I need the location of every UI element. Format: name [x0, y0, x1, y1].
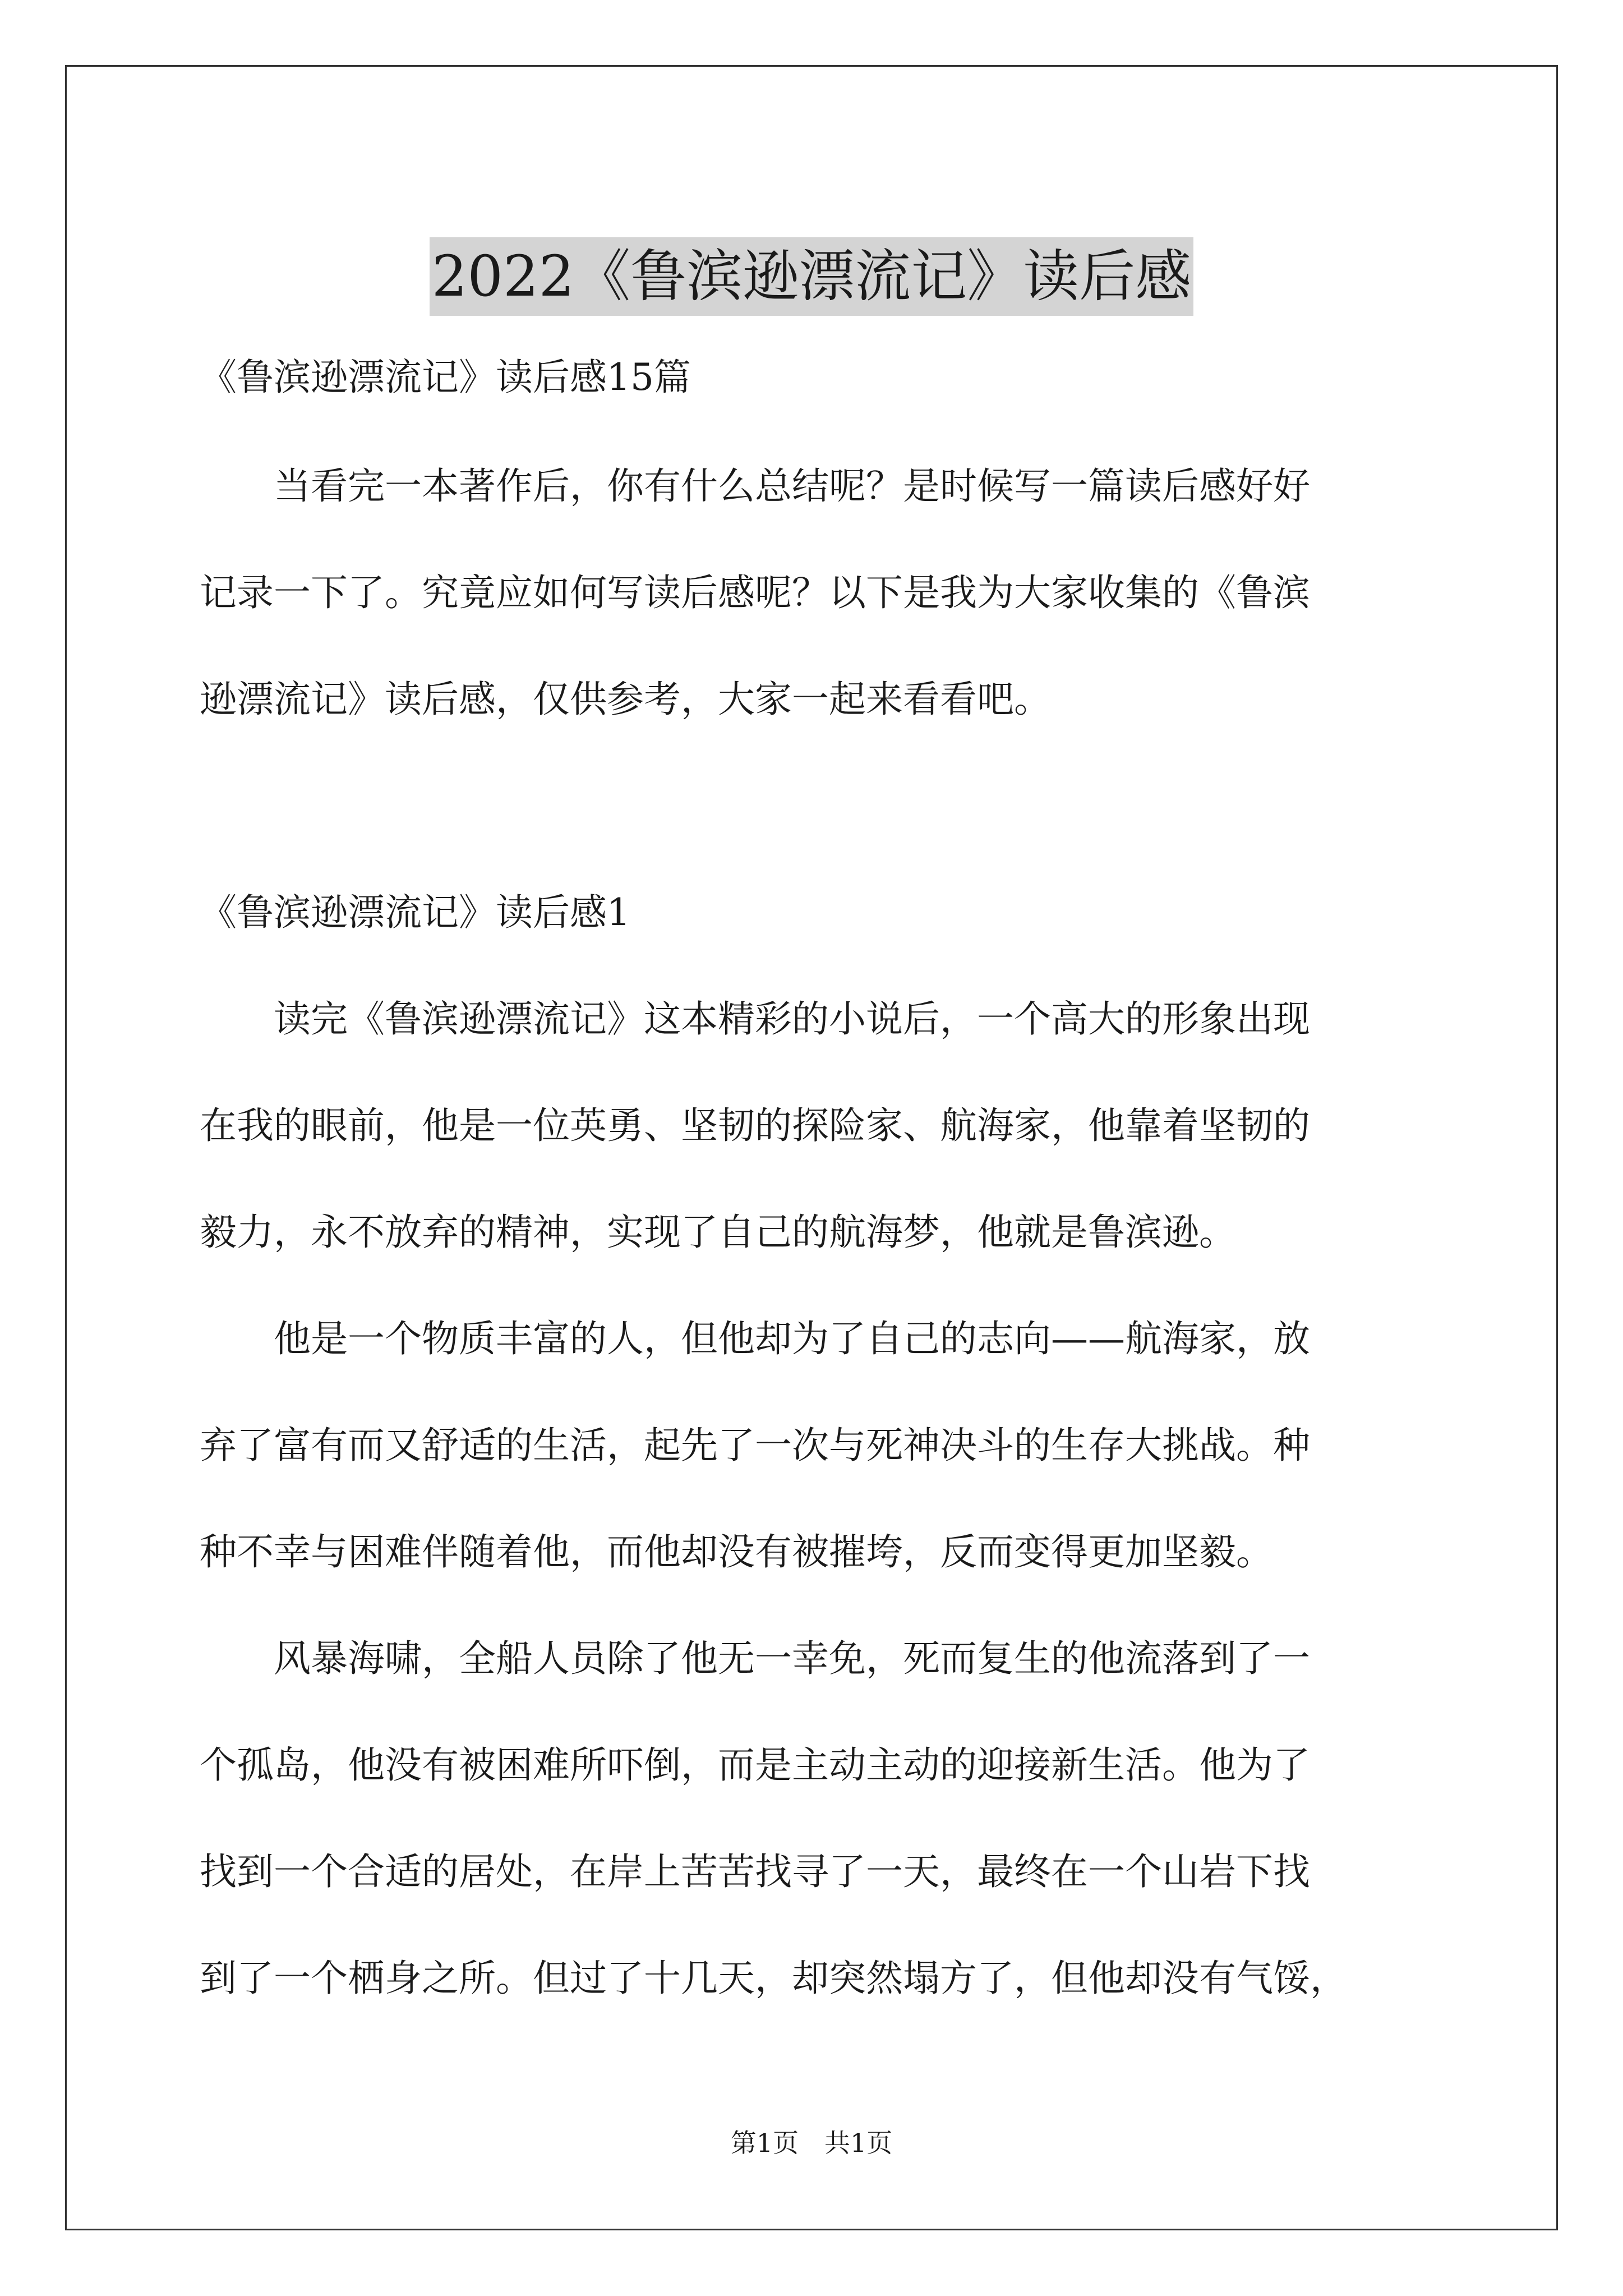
title-container [0, 200, 1623, 353]
body-line: 个孤岛，他没有被困难所吓倒，而是主动主动的迎接新生活。他为了 [200, 1743, 1310, 1787]
body-line: 读完《鲁滨逊漂流记》这本精彩的小说后，一个高大的形象出现 [200, 997, 1310, 1041]
intro-line: 记录一下了。究竟应如何写读后感呢？以下是我为大家收集的《鲁滨 [200, 571, 1310, 614]
body-line: 找到一个合适的居处，在岸上苦苦找寻了一天，最终在一个山岩下找 [200, 1850, 1310, 1893]
body-line: 毅力，永不放弃的精神，实现了自己的航海梦，他就是鲁滨逊。 [200, 1211, 1236, 1254]
body-line: 弃了富有而又舒适的生活，起先了一次与死神决斗的生存大挑战。种 [200, 1424, 1310, 1467]
intro-line: 当看完一本著作后，你有什么总结呢？是时候写一篇读后感好好 [200, 464, 1310, 508]
body-line: 种不幸与困难伴随着他，而他却没有被摧垮，反而变得更加坚毅。 [200, 1530, 1273, 1573]
body-line: 在我的眼前，他是一位英勇、坚韧的探险家、航海家，他靠着坚韧的 [200, 1104, 1310, 1147]
page-footer: 第1页 共1页 [730, 2128, 893, 2158]
section-heading: 《鲁滨逊漂流记》读后感1 [200, 891, 630, 934]
body-line: 他是一个物质丰富的人，但他却为了自己的志向——航海家，放 [200, 1317, 1310, 1360]
intro-line: 逊漂流记》读后感，仅供参考，大家一起来看看吧。 [200, 678, 1051, 721]
document-title: 2022《鲁滨逊漂流记》读后感 [430, 237, 1194, 316]
body-line: 风暴海啸，全船人员除了他无一幸免，死而复生的他流落到了一 [200, 1637, 1310, 1680]
body-line: 到了一个栖身之所。但过了十几天，却突然塌方了，但他却没有气馁， [200, 1957, 1347, 2000]
subtitle: 《鲁滨逊漂流记》读后感15篇 [200, 356, 691, 399]
